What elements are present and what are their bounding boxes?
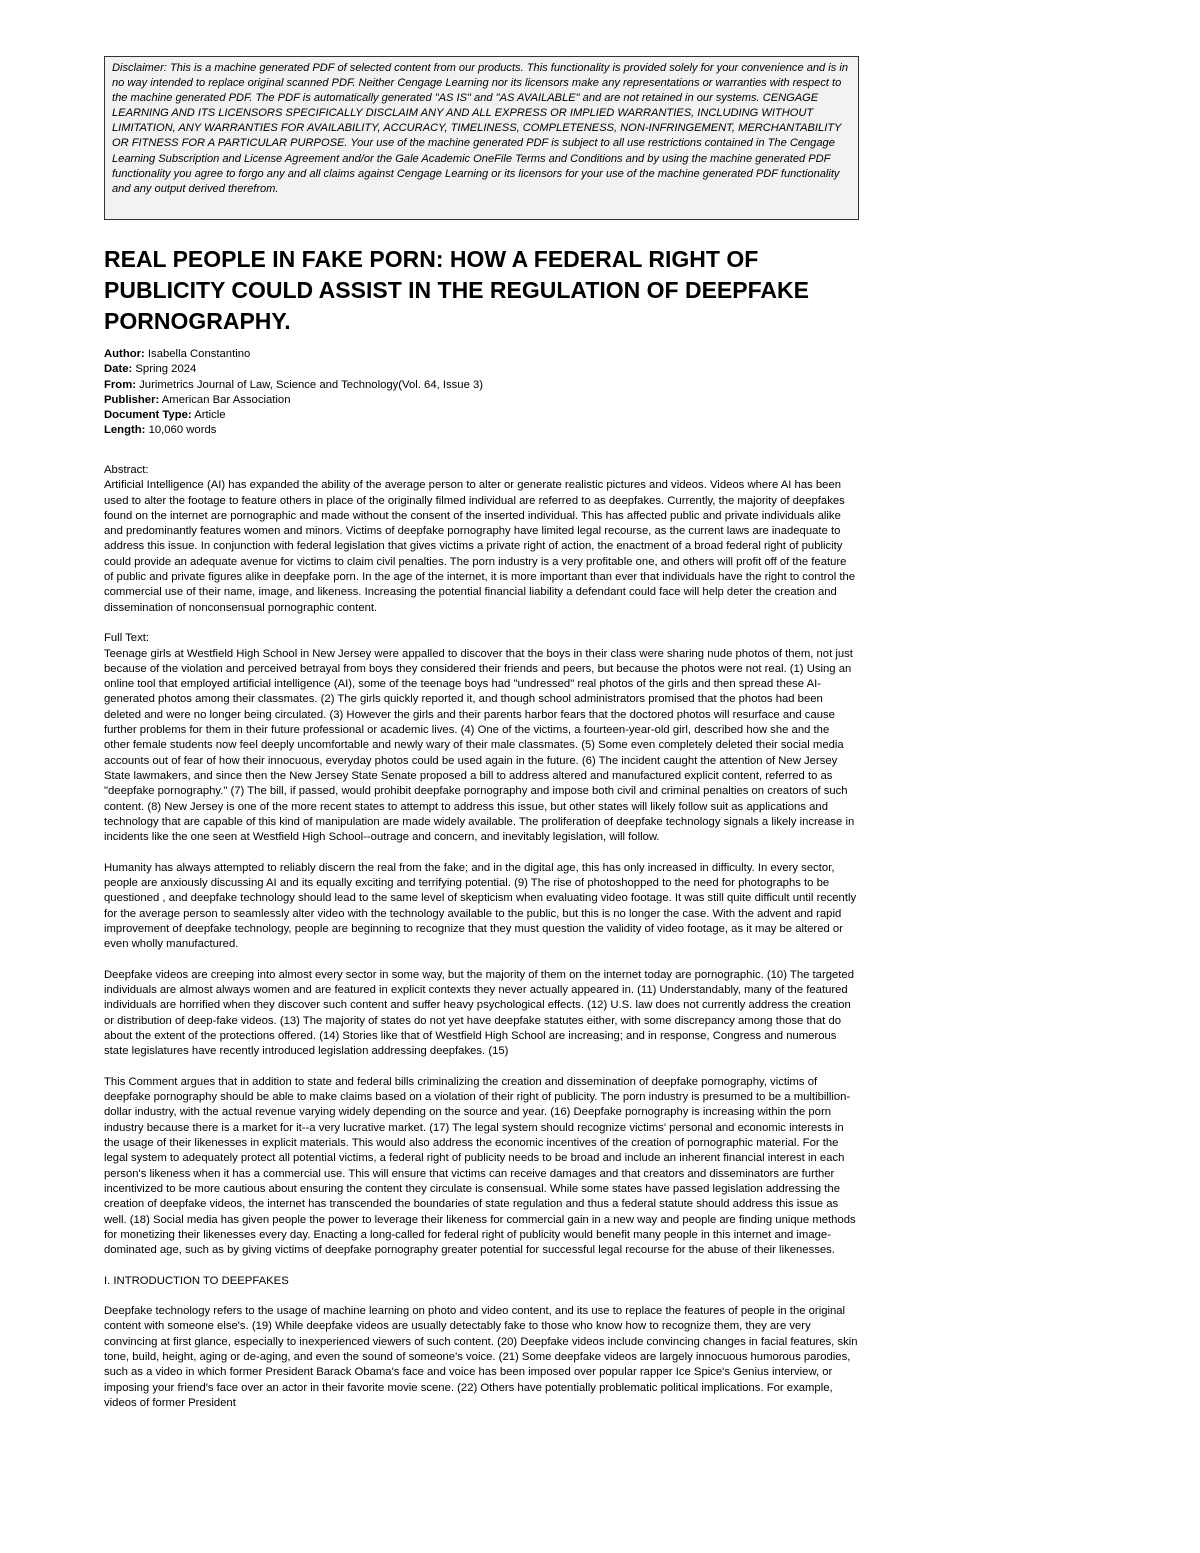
- date-value: Spring 2024: [135, 363, 197, 376]
- abstract-text: Artificial Intelligence (AI) has expanded the ability of the average person to alter or generate realistic pictures and videos. Videos where AI has been used to alter the footage to feature others in place of the originally filmed individual are referred to as deepfakes. Currently, the majority of deepfakes found on the internet are pornographic and made without the consent of the inserted individual. This has affected public and private individuals alike and predominantly features women and minors. Victims of deepfake pornography have limited legal recourse, as the current laws are inadequate to address this issue. In conjunction with federal legislation that gives victims a private right of action, the enactment of a broad federal right of publicity could provide an adequate avenue for victims to claim civil penalties. The porn industry is a very profitable one, and others will profit off of the feature of public and private figures alike in deepfake porn. In the age of the internet, it is more important than ever that individuals have the right to control the commercial use of their name, image, and likeness. Increasing the potential financial liability a defendant could face will help deter the creation and dissemination of nonconsensual pornographic content.: [104, 479, 856, 614]
- abstract-label: Abstract:: [104, 464, 149, 476]
- fulltext-paragraph-2: Humanity has always attempted to reliably discern the real from the fake; and in the digital age, this has only increased in difficulty. In every sector, people are anxiously discussing AI and its equally exciting and terrifying potential. (9) The rise of photoshopped to the need for photographs to be questioned , and deepfake technology should lead to the same level of skepticism when evaluating video footage. It was still quite difficult until recently for the average person to seamlessly alter video with the technology available to the public, but this is no longer the case. With the advent and rapid improvement of deepfake technology, people are beginning to recognize that they must question the validity of video footage, as it may be altered or even wholly manufactured.: [104, 861, 857, 951]
- meta-length: Length: 10,060 words: [104, 424, 217, 437]
- paragraph-text: Teenage girls at Westfield High School in New Jersey were appalled to discover that the boys in their class were sharing nude photos of them, not just because of the violation and perceived betrayal from boys they considered their friends and peers, but because the photos were not real. (1) Using an online tool that employed artificial intelligence (AI), some of the teenage boys had "undressed" real photos of the girls and then spread these AI-generated photos among their classmates. (2) The girls quickly reported it, and though school administrators promised that the photos had been deleted and were no longer being circulated. (3) However the girls and their parents harbor fears that the doctored photos will resurface and cause further problems for them in their future professional or academic lives. (4) One of the victims, a fourteen-year-old girl, described how she and the other female students now feel deeply uncomfortable and newly wary of their male classmates. (5) Some even completely deleted their social media accounts out of fear of how their innocuous, everyday photos could be used again in the future. (6) The incident caught the attention of New Jersey State lawmakers, and since then the New Jersey State Senate proposed a bill to address altered and manufactured explicit content, referred to as "deepfake pornography." (7) The bill, if passed, would prohibit deepfake pornography and impose both civil and criminal penalties on creators of such content. (8) New Jersey is one of the more recent states to attempt to address this issue, but other states will likely follow suit as applications and technology that are capable of this kind of manipulation are made widely available. The proliferation of deepfake technology signals a likely increase in incidents like the one seen at Westfield High School--outrage and concern, and inevitably legislation, will follow.: [104, 647, 855, 844]
- disclaimer-text: Disclaimer: This is a machine generated PDF of selected content from our products. This functionality is provided solely for your convenience and is in no way intended to replace original scanned PDF. Neither Cengage Learning nor its licensors make any representations or warranties with respect to the machine generated PDF. The PDF is automatically generated "AS IS" and "AS AVAILABLE" and are not retained in our systems. CENGAGE LEARNING AND ITS LICENSORS SPECIFICALLY DISCLAIM ANY AND ALL EXPRESS OR IMPLIED WARRANTIES, INCLUDING WITHOUT LIMITATION, ANY WARRANTIES FOR AVAILABILITY, ACCURACY, TIMELINESS, COMPLETENESS, NON-INFRINGEMENT, MERCHANTABILITY OR FITNESS FOR A PARTICULAR PURPOSE. Your use of the machine generated PDF is subject to all use restrictions contained in The Cengage Learning Subscription and License Agreement and/or the Gale Academic OneFile Terms and Conditions and by using the machine generated PDF functionality you agree to forgo any and all claims against Cengage Learning or its licensors for your use of the machine generated PDF functionality and any output derived therefrom.: [112, 62, 849, 195]
- fulltext-paragraph-1: [104, 631, 858, 845]
- article-body: [104, 463, 858, 1411]
- author-value: Isabella Constantino: [147, 348, 251, 360]
- fulltext-paragraph-4: This Comment argues that in addition to state and federal bills criminalizing the creation and dissemination of deepfake pornography, victims of deepfake pornography should be able to make claims based on a violation of their right of publicity. The porn industry is presumed to be a multibillion-dollar industry, with the actual revenue varying widely depending on the source and year. (16) Deepfake pornography is increasing within the porn industry because there is a market for it--a very lucrative market. (17) The legal system should recognize victims' personal and economic interests in the usage of their likenesses in explicit materials. This would also address the economic incentives of the creation of pornographic material. For the legal system to adequately protect all potential victims, a federal right of publicity needs to be broad and include an inherent financial interest in each person's likeness when it has a commercial use. This will ensure that victims can receive damages and that creators and disseminators are further incentivized to be more cautious about ensuring the content they circulate is consensual. While some states have passed legislation addressing the creation of deepfake videos, the internet has transcended the boundaries of state regulation and thus a federal statute should address this issue as well. (18) Social media has given people the power to leverage their likeness for commercial gain in a new way and people are finding unique methods for monetizing their likenesses every day. Enacting a long-called for federal right of publicity would benefit many people in this internet and image-dominated age, such as by giving victims of deepfake pornography greater potential for successful legal recourse for the abuse of their likenesses.: [104, 1075, 856, 1257]
- meta-date: Date: Spring 2024: [104, 363, 197, 376]
- fulltext-label: Full Text:: [104, 632, 149, 645]
- document-type-value: Article: [194, 409, 226, 422]
- meta-author: Author: Isabella Constantino: [104, 348, 251, 360]
- article-title: REAL PEOPLE IN FAKE PORN: HOW A FEDERAL RIGHT OF PUBLICITY COULD ASSIST IN THE REGULATION OF DEEPFAKE PORNOGRAPHY.: [104, 246, 809, 334]
- source-value: Jurimetrics Journal of Law, Science and Technology(Vol. 64, Issue 3): [139, 378, 484, 391]
- meta-publisher: Publisher: American Bar Association: [104, 393, 291, 406]
- abstract: [104, 463, 858, 616]
- section-heading: I. INTRODUCTION TO DEEPFAKES: [104, 1274, 289, 1287]
- disclaimer-box: [104, 56, 859, 220]
- meta-source: From: Jurimetrics Journal of Law, Science and Technology(Vol. 64, Issue 3): [104, 378, 484, 391]
- fulltext-paragraph-5: Deepfake technology refers to the usage of machine learning on photo and video content, and its use to replace the features of people in the original content with someone else's. (19) While deepfake videos are usually detectably fake to those who know how to recognize them, they are very convincing at first glance, especially to inexperienced viewers of such content. (20) Deepfake videos include convincing changes in facial features, skin tone, build, height, aging or de-aging, and even the sound of someone's voice. (21) Some deepfake videos are largely innocuous humorous parodies, such as a video in which former President Barack Obama's face and voice has been imposed over popular rapper Ice Spice's Genius interview, or imposing your friend's face over an actor in their favorite movie scene. (22) Others have potentially problematic political implications. For example, videos of former President: [104, 1305, 858, 1409]
- publisher-value: American Bar Association: [161, 393, 291, 406]
- article-metadata: [104, 347, 864, 439]
- length-value: 10,060 words: [148, 424, 217, 437]
- meta-document-type: Document Type: Article: [104, 409, 226, 422]
- fulltext-paragraph-3: Deepfake videos are creeping into almost every sector in some way, but the majority of them on the internet today are pornographic. (10) The targeted individuals are almost always women and are featured in explicit contexts they never actually appeared in. (11) Understandably, many of the featured individuals are horrified when they discover such content and suffer heavy psychological effects. (12) U.S. law does not currently address the creation or distribution of deep-fake videos. (13) The majority of states do not yet have deepfake statutes either, with some discrepancy among those that do about the extent of the protections offered. (14) Stories like that of Westfield High School are increasing; and in response, Congress and numerous state legislatures have recently introduced legislation addressing deepfakes. (15): [104, 968, 854, 1058]
